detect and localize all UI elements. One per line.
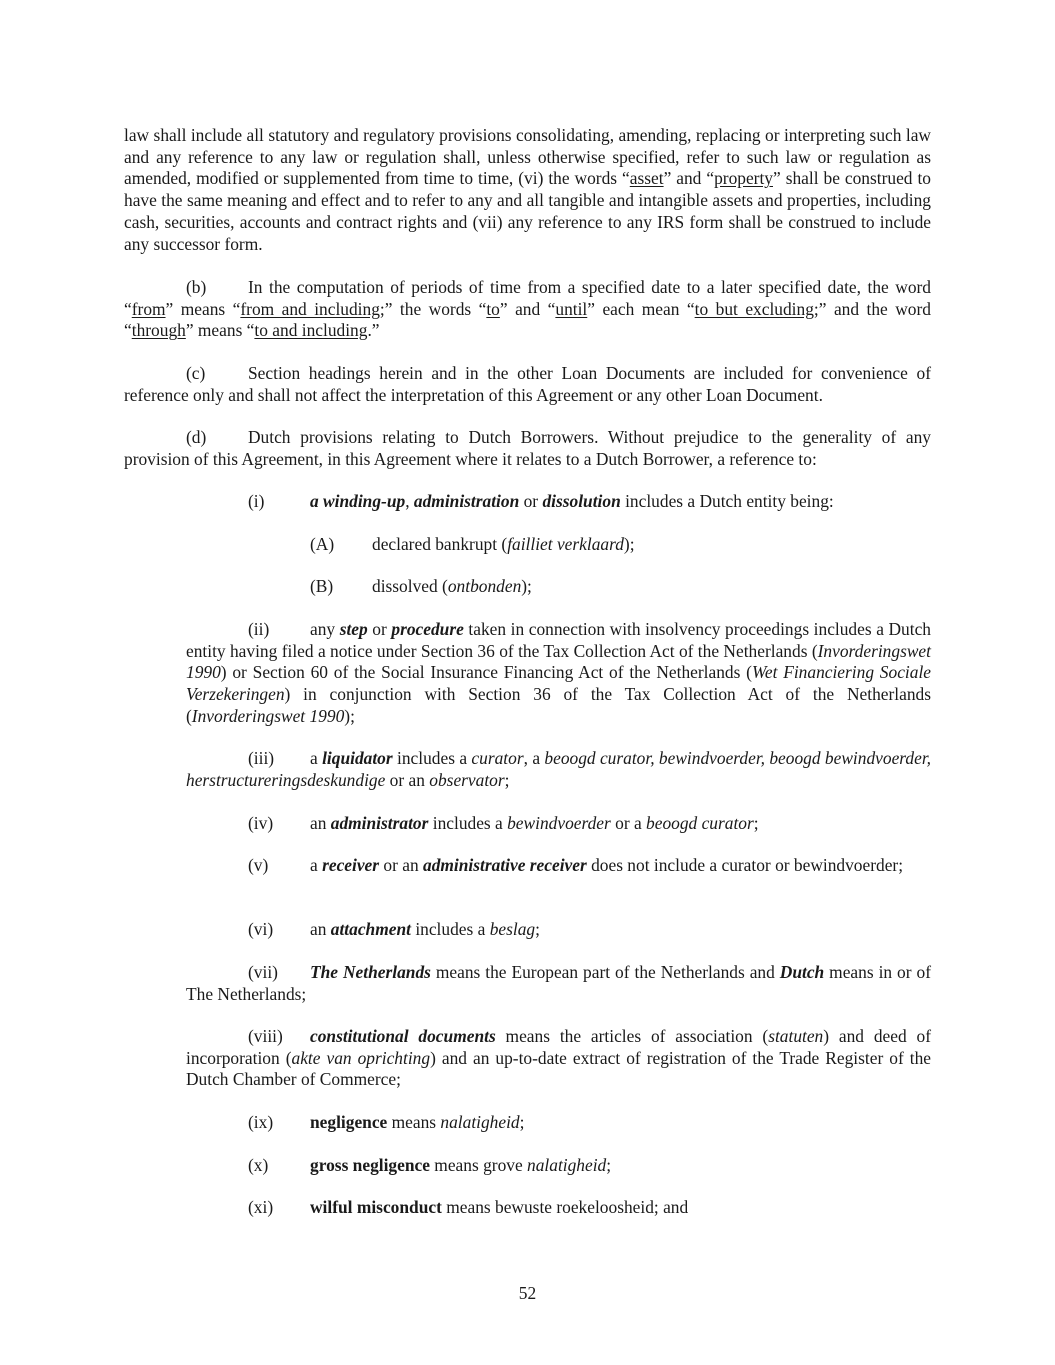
defined-term: a winding-up <box>310 491 406 511</box>
text: In the computation of periods of time from a specified date to a later specified date, the word “ <box>124 277 931 319</box>
text: means bewuste roekeloosheid; and <box>441 1197 689 1217</box>
dutch-term: Wet Financiering Sociale Verzekeringen <box>186 662 931 705</box>
text: ) and an up-to-date extract of registration of the Trade Register of the Dutch Chamber of Commerce; <box>186 1047 931 1090</box>
item-viii <box>186 1026 931 1091</box>
defined-term: administrator <box>330 813 429 833</box>
item-xi <box>248 1197 688 1219</box>
text: ;” and the word “ <box>124 298 931 341</box>
text: or <box>519 491 543 511</box>
item-label: (viii) <box>248 1026 283 1046</box>
defined-term: wilful misconduct <box>310 1197 442 1217</box>
dutch-term: Invorderingswet 1990 <box>186 640 931 683</box>
text: or a <box>610 813 647 833</box>
item-ix <box>248 1112 524 1134</box>
dutch-term: Invorderingswet 1990 <box>191 705 345 726</box>
text: ” means “ <box>185 320 255 341</box>
dutch-term: akte van oprichting <box>291 1047 431 1068</box>
item-label: (x) <box>248 1155 269 1175</box>
dutch-term: statuten <box>768 1026 824 1046</box>
item-label: (i) <box>248 491 265 511</box>
text: ” and “ <box>663 168 715 189</box>
defined-term: attachment <box>330 919 411 939</box>
text: ) in conjunction with Section 36 of the Tax Collection Act of the Netherlands ( <box>186 684 931 726</box>
text: Dutch provisions relating to Dutch Borrowers. Without prejudice to the generality of any provision of this Agreement, in this Agreement where it relates to a Dutch Borrower, a reference to: <box>124 427 931 469</box>
text: means in or of The Netherlands; <box>186 962 931 1004</box>
text: ); <box>521 576 532 596</box>
term-property: property <box>714 168 773 189</box>
defined-term: constitutional documents <box>310 1026 496 1046</box>
dutch-term: beoogd curator <box>646 813 754 833</box>
defined-term: step <box>339 619 368 639</box>
defined-term: The Netherlands <box>310 962 431 982</box>
text: law shall include all statutory and regulatory provisions consolidating, amending, replacing or interpreting such law and any reference to any law or regulation shall, unless otherwise specified, refer to such law or regulation as amended, modified or supplemented from time to time, (vi) the words “ <box>124 125 931 189</box>
item-label: (vi) <box>248 919 274 939</box>
defined-term: dissolution <box>542 491 621 511</box>
dutch-term: nalatigheid <box>440 1112 520 1132</box>
text: a <box>310 855 323 875</box>
item-x <box>248 1155 611 1177</box>
paragraph-continued <box>124 125 931 255</box>
text: includes a Dutch entity being: <box>620 491 834 511</box>
item-i <box>248 491 834 513</box>
defined-term: administrative receiver <box>423 855 587 875</box>
text: ; <box>753 813 759 833</box>
text: ) and deed of incorporation ( <box>186 1026 931 1068</box>
text: ) or Section 60 of the Social Insurance Financing Act of the Netherlands ( <box>220 662 752 683</box>
text: ); <box>344 705 355 726</box>
item-B <box>310 576 532 598</box>
defined-term: negligence <box>310 1112 388 1132</box>
item-label: (A) <box>310 534 335 554</box>
dutch-term: curator <box>471 748 524 768</box>
text: ” each mean “ <box>587 298 695 319</box>
item-label: (ix) <box>248 1112 274 1132</box>
defined-term: procedure <box>391 619 464 639</box>
text: , <box>405 491 414 511</box>
defined-term: administration <box>413 491 520 511</box>
item-vii <box>186 962 931 1005</box>
defined-term: receiver <box>322 855 380 875</box>
text: ); <box>623 534 635 554</box>
clause-label: (d) <box>186 427 207 447</box>
clause-label: (c) <box>186 363 206 383</box>
item-label: (xi) <box>248 1197 274 1217</box>
term-to-but-excluding: to but excluding <box>694 298 814 319</box>
text: an <box>310 813 331 833</box>
clause-d <box>124 427 931 470</box>
text: means the articles of association ( <box>495 1026 769 1046</box>
dutch-term: observator <box>429 769 505 790</box>
item-vi <box>248 919 540 941</box>
text: ; <box>606 1155 612 1175</box>
text: means <box>387 1112 441 1132</box>
text: means the European part of the Netherlands and <box>430 962 780 982</box>
text: includes a <box>428 813 508 833</box>
text: .” <box>367 320 380 341</box>
text: does not include a curator or bewindvoerder; <box>586 855 904 875</box>
clause-b <box>124 277 931 342</box>
text: ” means “ <box>165 298 241 319</box>
dutch-term: beoogd curator, bewindvoerder, beoogd bewindvoerder, herstructureringsdeskundige <box>186 748 932 790</box>
item-label: (B) <box>310 576 334 596</box>
term-to-and-including: to and including <box>254 320 368 341</box>
dutch-term: failliet verklaard <box>507 534 624 554</box>
text: ; <box>504 769 510 790</box>
text: or an <box>379 855 423 875</box>
text: includes a <box>392 748 472 768</box>
item-label: (ii) <box>248 619 270 639</box>
item-iv <box>248 813 759 835</box>
term-from-and-including: from and including <box>240 298 380 319</box>
clause-c <box>124 363 931 406</box>
text: any <box>310 619 340 639</box>
term-through: through <box>131 320 186 341</box>
text: ; <box>519 1112 525 1132</box>
text: ;” the words “ <box>379 298 487 319</box>
text: ; <box>535 919 540 939</box>
text: declared bankrupt ( <box>372 534 508 554</box>
text: includes a <box>410 919 490 939</box>
defined-term: liquidator <box>322 748 393 768</box>
text: a <box>310 748 323 768</box>
defined-term: Dutch <box>779 962 825 982</box>
text: ” shall be construed to have the same meaning and effect and to refer to any and all tangible and intangible assets and properties, including cash, securities, accounts and contract rights and (vii) any reference to any IRS form shall be construed to include any successor form. <box>124 168 932 254</box>
item-ii <box>186 619 931 728</box>
text: ” and “ <box>499 298 556 319</box>
dutch-term: bewindvoerder <box>507 813 611 833</box>
defined-term: gross negligence <box>310 1155 430 1175</box>
item-iii <box>186 748 931 791</box>
item-A <box>310 534 635 556</box>
term-from: from <box>131 298 166 319</box>
dutch-term: nalatigheid <box>527 1155 607 1175</box>
item-label: (iii) <box>248 748 275 768</box>
term-until: until <box>555 298 588 319</box>
text: taken in connection with insolvency proceedings includes a Dutch entity having filed a notice under Section 36 of the Tax Collection Act of the Netherlands ( <box>186 619 931 661</box>
dutch-term: ontbonden <box>447 576 522 596</box>
text: Section headings herein and in the other Loan Documents are included for convenience of reference only and shall not affect the interpretation of this Agreement or any other Loan Document. <box>124 363 931 405</box>
item-v <box>186 855 931 877</box>
term-asset: asset <box>629 168 664 189</box>
text: , a <box>523 748 545 768</box>
text: dissolved ( <box>372 576 448 596</box>
clause-label: (b) <box>186 277 207 297</box>
dutch-term: beslag <box>489 919 536 939</box>
item-label: (vii) <box>248 962 278 982</box>
text: or an <box>385 769 430 790</box>
item-label: (iv) <box>248 813 274 833</box>
item-label: (v) <box>248 855 269 875</box>
page-number: 52 <box>518 1283 537 1303</box>
text: an <box>310 919 331 939</box>
text: means grove <box>429 1155 528 1175</box>
text: or <box>367 619 392 639</box>
term-to: to <box>486 298 500 319</box>
